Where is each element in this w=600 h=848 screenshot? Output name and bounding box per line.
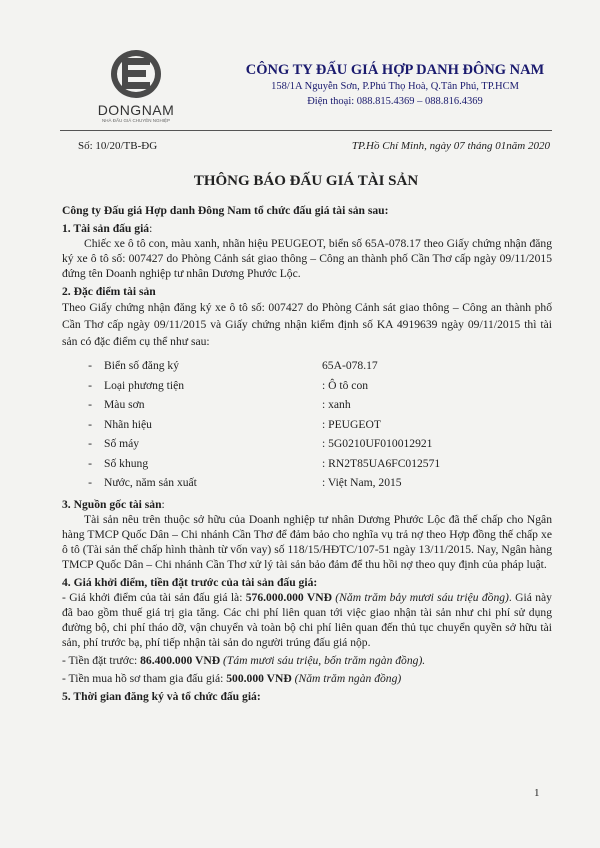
- section-2-heading: 2. Đặc điểm tài sản: [62, 285, 156, 298]
- deposit-value: 86.400.000 VNĐ: [140, 653, 221, 667]
- section-1-text: Chiếc xe ô tô con, màu xanh, nhãn hiệu PEUGEOT, biển số 65A-078.17 theo Giấy chứng nhận đăng ký xe ô tô số: 007427 do Phòng Cảnh sát giao thông – Công an thành phố Cần Thơ cấp ngày 09/11/2015 đứng tên Doanh nghiệp tư nhân Dương Phước Lộc.: [62, 237, 552, 280]
- starting-price-paragraph: - Giá khởi điểm của tài sản đấu giá là: 576.000.000 VNĐ (Năm trăm bảy mươi sáu triệu đồng). Giá này đã bao gồm thuế giá trị gia tăng. Các chi phí liên quan tới việc giao nhận tài sản như chi phí sử dụng đường bộ, chi phí tháo dỡ, vận chuyển và toàn bộ chi phí liên quan đến thủ tục chuyển quyền sở hữu tài sản, phí trước bạ, phí tiếp nhận tài sản do người trúng đấu giá nộp.: [62, 590, 552, 649]
- document-number: Số: 10/20/TB-ĐG: [78, 140, 158, 152]
- logo-tagline: NHÀ ĐẤU GIÁ CHUYÊN NGHIỆP: [101, 118, 170, 123]
- company-address: 158/1A Nguyễn Sơn, P.Phú Thọ Hoà, Q.Tân Phú, TP.HCM: [271, 81, 519, 92]
- header-divider: [60, 130, 552, 131]
- spec-row: - Loại phương tiện : Ô tô con: [88, 378, 369, 392]
- section-3-text: Tài sản nêu trên thuộc sở hữu của Doanh nghiệp tư nhân Dương Phước Lộc đã thế chấp cho Ngân hàng TMCP Quốc Dân – Chi nhánh Cần Thơ để đảm bảo cho nghĩa vụ trả nợ theo Hợp đồng thế chấp xe ô tô (Tài sản thế chấp hình thành từ vốn vay) số 118/15/HĐTC/107-51 ngày 13/11/2015. Nay, Ngân hàng TMCP Quốc Dân – Chi nhánh Cần Thơ xử lý tài sản bảo đảm để thu hồi nợ theo quy định của pháp luật.: [62, 512, 552, 571]
- intro-line: Công ty Đấu giá Hợp danh Đông Nam tổ chức đấu giá tài sản sau:: [62, 204, 389, 217]
- section-3-heading: 3. Nguồn gốc tài sản:: [62, 497, 165, 511]
- spec-row: - Nhãn hiệu : PEUGEOT: [88, 417, 381, 431]
- company-name: CÔNG TY ĐẤU GIÁ HỢP DANH ĐÔNG NAM: [245, 62, 545, 78]
- company-logo: [96, 48, 176, 123]
- starting-price-value: 576.000.000 VNĐ: [245, 590, 332, 604]
- spec-row: - Màu sơn : xanh: [88, 398, 351, 412]
- deposit-line: - Tiền đặt trước: 86.400.000 VNĐ (Tám mươi sáu triệu, bốn trăm ngàn đồng).: [62, 653, 426, 667]
- spec-row: - Số máy : 5G0210UF010012921: [88, 437, 433, 451]
- company-header: [230, 62, 560, 109]
- section-5-heading: 5. Thời gian đăng ký và tổ chức đấu giá:: [62, 689, 261, 703]
- logo-name: DONGNAM: [97, 102, 175, 118]
- document-title: THÔNG BÁO ĐẤU GIÁ TÀI SẢN: [193, 173, 419, 189]
- section-2-text: Theo Giấy chứng nhận đăng ký xe ô tô số: 007427 do Phòng Cảnh sát giao thông – Công an thành phố Cần Thơ cấp ngày 09/11/2015 và Giấy chứng nhận kiểm định số KA 4919639 ngày 09/11/2015 thì tài sản có đặc điểm cụ thể như sau:: [62, 301, 552, 348]
- dossier-fee-value: 500.000 VNĐ: [226, 671, 292, 685]
- document-date: TP.Hồ Chí Minh, ngày 07 tháng 01năm 2020: [351, 140, 550, 152]
- spec-list: [62, 356, 552, 493]
- dongnam-logo-icon: [108, 48, 164, 100]
- section-1-heading: 1. Tài sản đấu giá:: [62, 222, 153, 235]
- spec-row: - Biển số đăng ký 65A-078.17: [88, 359, 378, 373]
- section-4-heading: 4. Giá khởi điểm, tiền đặt trước của tài sản đấu giá:: [62, 575, 318, 589]
- company-phone: Điện thoại: 088.815.4369 – 088.816.4369: [307, 96, 483, 107]
- dossier-fee-line: - Tiền mua hồ sơ tham gia đấu giá: 500.000 VNĐ (Năm trăm ngàn đồng): [62, 671, 402, 685]
- spec-row: - Nước, năm sản xuất : Việt Nam, 2015: [88, 476, 402, 490]
- page-number: 1: [534, 787, 540, 799]
- document-body: [62, 203, 552, 704]
- spec-row: - Số khung : RN2T85UA6FC012571: [88, 456, 441, 470]
